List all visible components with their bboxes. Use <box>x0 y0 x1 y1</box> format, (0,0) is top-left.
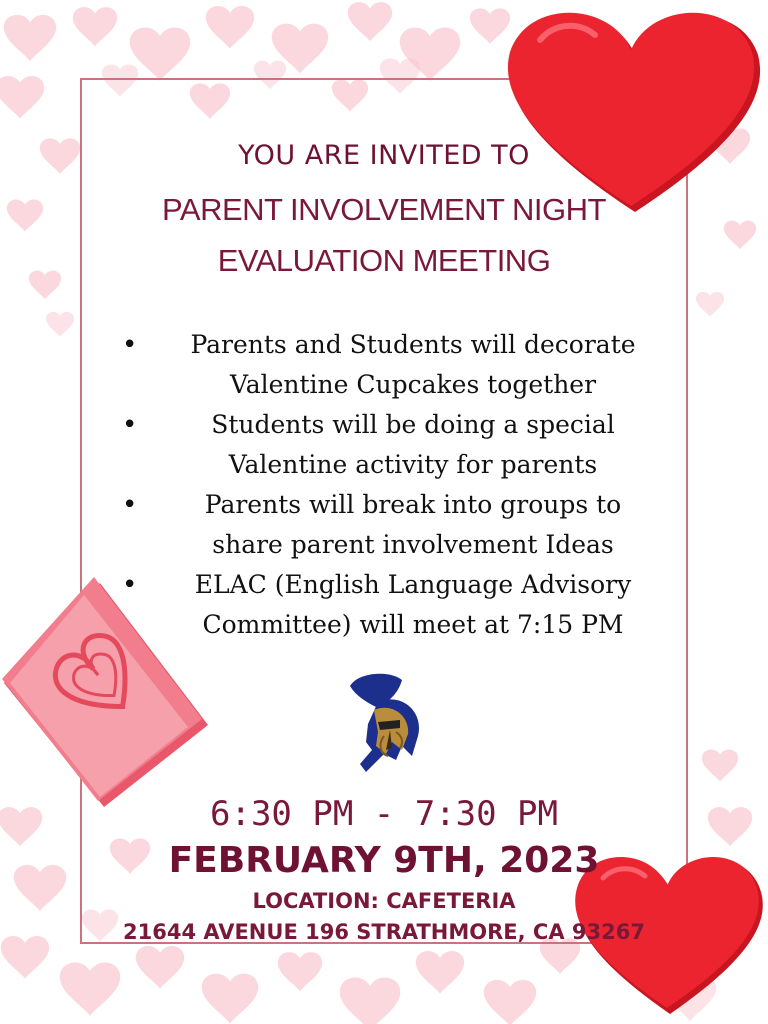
list-item-line: ELAC (English Language Advisory <box>194 570 632 599</box>
list-item-line: Parents and Students will decorate <box>190 330 636 359</box>
list-item-line: Committee) will meet at 7:15 PM <box>202 610 624 639</box>
list-item <box>120 325 680 405</box>
spartan-helmet-icon <box>338 672 430 776</box>
event-title-line-1: PARENT INVOLVEMENT NIGHT <box>162 192 606 227</box>
list-item <box>120 485 680 565</box>
list-item <box>120 405 680 485</box>
invite-heading: YOU ARE INVITED TO <box>238 140 530 171</box>
list-item-line: Valentine activity for parents <box>228 450 598 479</box>
event-location: LOCATION: CAFETERIA <box>252 889 516 913</box>
list-item-line: share parent involvement Ideas <box>212 530 614 559</box>
activity-list <box>120 325 680 645</box>
event-title-line-2: EVALUATION MEETING <box>217 243 551 278</box>
event-time: 6:30 PM - 7:30 PM <box>210 794 558 834</box>
list-item-line: Parents will break into groups to <box>204 490 622 519</box>
event-address: 21644 AVENUE 196 STRATHMORE, CA 93267 <box>123 920 645 944</box>
list-item <box>120 565 680 645</box>
list-item-line: Students will be doing a special <box>211 410 615 439</box>
heart-icon <box>500 0 768 215</box>
list-item-line: Valentine Cupcakes together <box>229 370 597 399</box>
event-date: FEBRUARY 9TH, 2023 <box>168 840 600 881</box>
